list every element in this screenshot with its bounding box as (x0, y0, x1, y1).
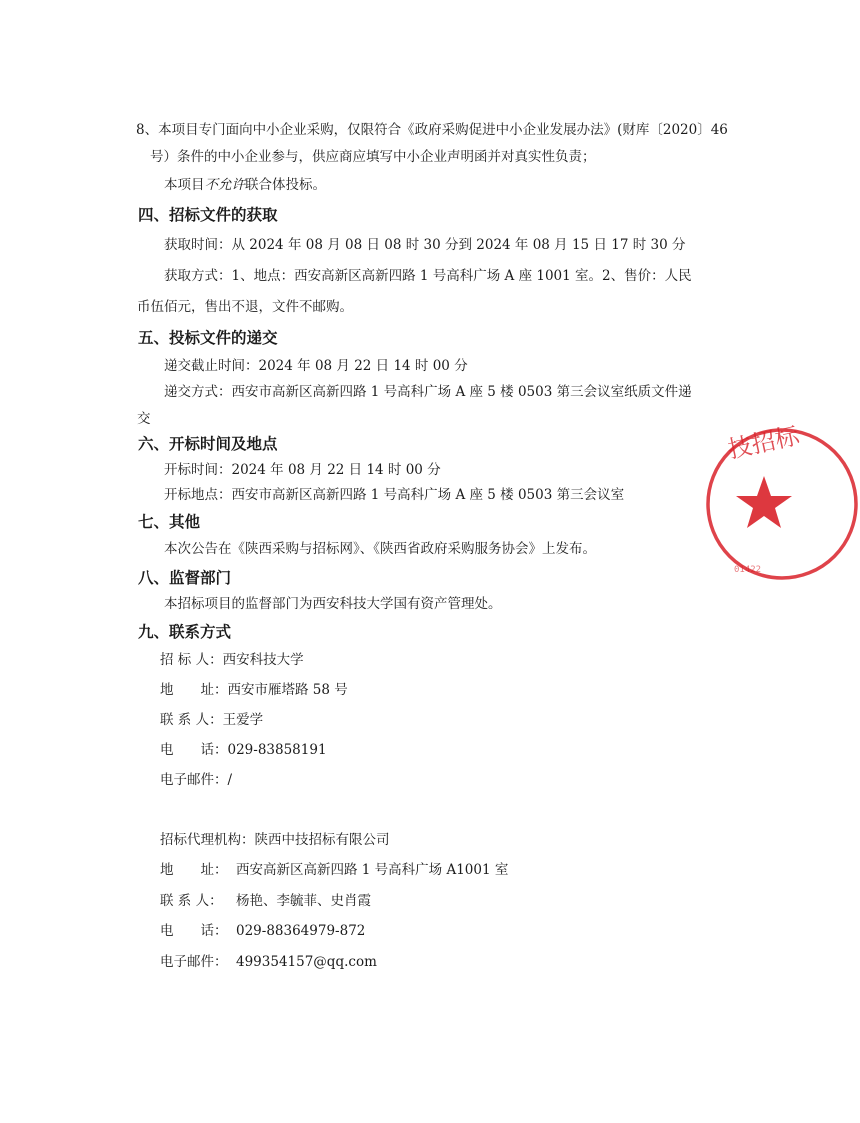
agency-address: 西安高新区高新四路 1 号高科广场 A1001 室 (236, 862, 509, 878)
buyer-contact-label: 联 系 人： (160, 712, 223, 728)
consortium-note (164, 176, 326, 194)
buyer-phone-label: 电 话： (160, 742, 228, 758)
section-4-title: 四、招标文件的获取 (138, 206, 278, 224)
agency-name-label: 招标代理机构： (160, 832, 255, 848)
sec6-place: 开标地点：西安市高新区高新四路 1 号高科广场 A 座 5 楼 0503 第三会议室 (164, 487, 625, 503)
sec5-method-line1: 递交方式：西安市高新区高新四路 1 号高科广场 A 座 5 楼 0503 第三会议室纸质文件递 (164, 384, 692, 400)
sec6-time: 开标时间：2024 年 08 月 22 日 14 时 00 分 (164, 462, 441, 478)
sec5-method-line2: 交 (137, 411, 151, 427)
agency-contact-label: 联 系 人： (160, 893, 223, 909)
consortium-prefix: 本项目 (164, 177, 205, 193)
agency-phone-label: 电 话： (160, 923, 228, 939)
sec4-method-line1: 获取方式：1、地点：西安高新区高新四路 1 号高科广场 A 座 1001 室。2、售价：人民 (164, 268, 692, 284)
agency-address-label: 地 址： (160, 862, 228, 878)
sec8-text: 本招标项目的监督部门为西安科技大学国有资产管理处。 (164, 596, 502, 612)
sec4-method-line2: 币伍佰元，售出不退，文件不邮购。 (137, 299, 353, 315)
buyer-email-row (160, 771, 232, 789)
agency-email-label: 电子邮件： (160, 954, 228, 970)
seal-graphic (700, 418, 860, 588)
buyer-phone: 029-83858191 (227, 742, 327, 758)
agency-address-row (160, 861, 508, 879)
agency-contact-row (160, 892, 371, 910)
company-seal (700, 418, 802, 588)
consortium-suffix: 联合体投标。 (245, 177, 326, 193)
item8-line1: 8、本项目专门面向中小企业采购，仅限符合《政府采购促进中小企业发展办法》(财库〔2020〕46 (136, 122, 728, 138)
seal-text-top: 技招标 (725, 421, 802, 464)
agency-email: 499354157@qq.com (236, 954, 377, 970)
buyer-phone-row (160, 741, 327, 759)
sec4-time: 获取时间：从 2024 年 08 月 08 日 08 时 30 分到 2024 年 08 月 15 日 17 时 30 分 (164, 237, 686, 253)
section-9-title: 九、联系方式 (138, 623, 232, 641)
buyer-address-row (160, 681, 348, 699)
buyer-contact-row (160, 711, 263, 729)
item8-line2: 号）条件的中小企业参与，供应商应填写中小企业声明函并对真实性负责； (150, 149, 596, 165)
buyer-address: 西安市雁塔路 58 号 (227, 682, 348, 698)
section-5-title: 五、投标文件的递交 (138, 329, 278, 347)
agency-contact: 杨艳、李毓菲、史肖霞 (236, 893, 371, 909)
agency-phone: 029-88364979-872 (236, 923, 366, 939)
agency-phone-row (160, 922, 365, 940)
star-icon (736, 476, 792, 528)
buyer-name-label: 招 标 人： (160, 652, 223, 668)
sec7-text: 本次公告在《陕西采购与招标网》、《陕西省政府采购服务协会》上发布。 (164, 541, 596, 557)
agency-name: 陕西中技招标有限公司 (254, 832, 390, 848)
buyer-email-label: 电子邮件： (160, 772, 228, 788)
buyer-name-row (160, 651, 304, 669)
agency-email-row (160, 953, 377, 971)
seal-text-bottom: 01422 (734, 565, 762, 575)
consortium-emphasis: 不允许 (204, 177, 245, 193)
section-7-title: 七、其他 (138, 513, 201, 531)
sec5-deadline: 递交截止时间：2024 年 08 月 22 日 14 时 00 分 (164, 358, 468, 374)
buyer-address-label: 地 址： (160, 682, 228, 698)
buyer-name: 西安科技大学 (222, 652, 304, 668)
buyer-contact: 王爱学 (222, 712, 264, 728)
section-8-title: 八、监督部门 (138, 569, 232, 587)
section-6-title: 六、开标时间及地点 (138, 435, 278, 453)
agency-name-row (160, 831, 390, 849)
buyer-email: / (227, 772, 233, 788)
